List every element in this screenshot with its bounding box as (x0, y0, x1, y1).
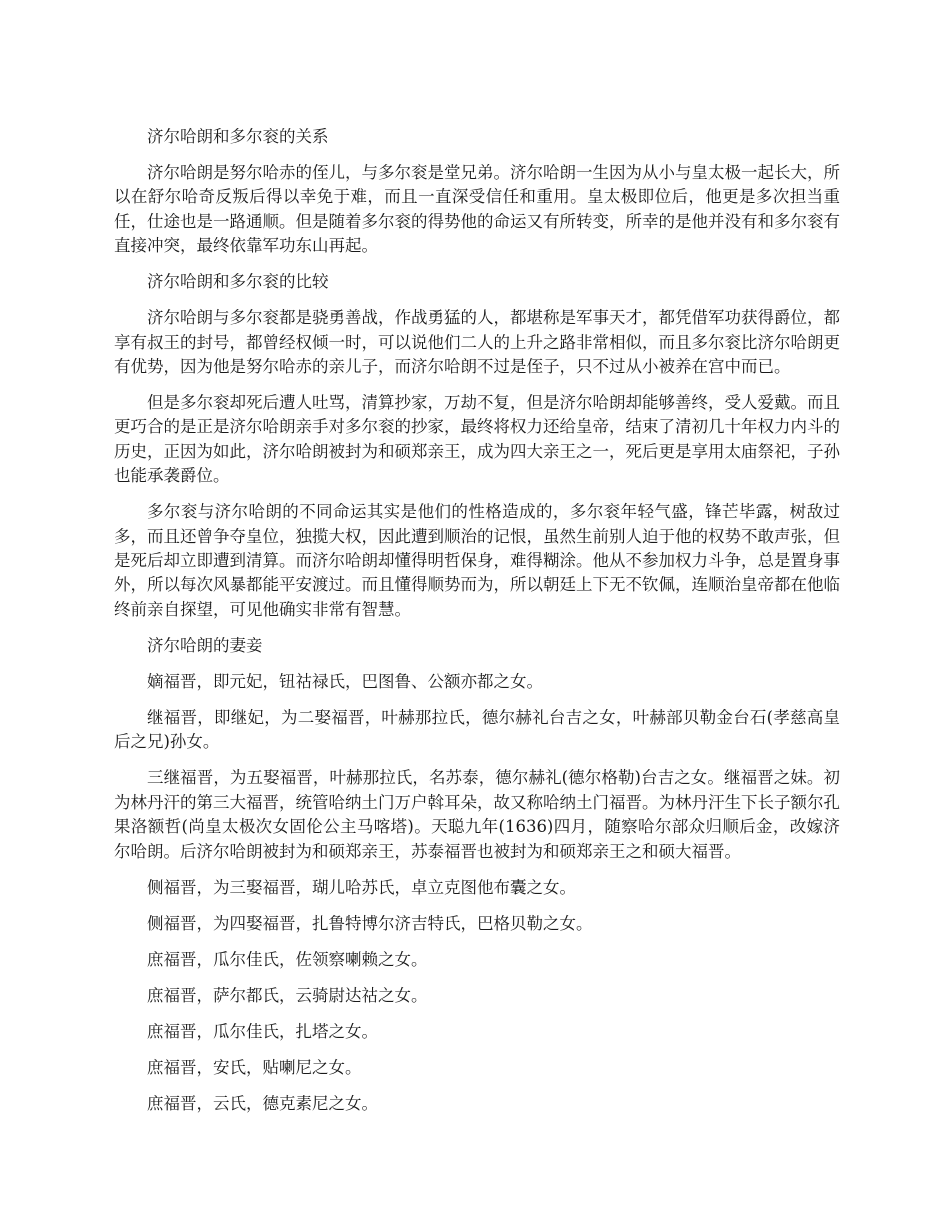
paragraph: 侧福晋，为三娶福晋，瑚儿哈苏氏，卓立克图他布囊之女。 (147, 877, 576, 897)
paragraph: 庶福晋，萨尔都氏，云骑尉达祜之女。 (147, 985, 428, 1005)
section-heading-relationship: 济尔哈朗和多尔衮的关系 (147, 127, 329, 146)
paragraph: 济尔哈朗与多尔衮都是骁勇善战，作战勇猛的人，都堪称是军事天才，都凭借军功获得爵位，都享有叔王的封号，都曾经权倾一时，可以说他们二人的上升之路非常相似，而且多尔衮比济尔哈朗更有优势，因为他是努尔哈赤的亲儿子，而济尔哈朗不过是侄子，只不过从小被养在宫中而已。 (114, 308, 840, 377)
paragraph: 庶福晋，瓜尔佳氏，扎塔之女。 (147, 1021, 378, 1041)
paragraph: 侧福晋，为四娶福晋，扎鲁特博尔济吉特氏，巴格贝勒之女。 (147, 913, 593, 933)
document-body (114, 125, 840, 1128)
paragraph: 庶福晋，云氏，德克素尼之女。 (147, 1093, 378, 1113)
paragraph: 庶福晋，瓜尔佳氏，佐领察喇赖之女。 (147, 949, 428, 969)
paragraph: 多尔衮与济尔哈朗的不同命运其实是他们的性格造成的，多尔衮年轻气盛，锋芒毕露，树敌过多，而且还曾争夺皇位，独揽大权，因此遭到顺治的记恨，虽然生前别人迫于他的权势不敢声张，但是死后却立即遭到清算。而济尔哈朗却懂得明哲保身，难得糊涂。他从不参加权力斗争，总是置身事外，所以每次风暴都能平安渡过。而且懂得顺势而为，所以朝廷上下无不钦佩，连顺治皇帝都在他临终前亲自探望，可见他确实非常有智慧。 (114, 502, 840, 619)
paragraph: 济尔哈朗是努尔哈赤的侄儿，与多尔衮是堂兄弟。济尔哈朗一生因为从小与皇太极一起长大，所以在舒尔哈奇反叛后得以幸免于难，而且一直深受信任和重用。皇太极即位后，他更是多次担当重任，仕途也是一路通顺。但是随着多尔衮的得势他的命运又有所转变，所幸的是他并没有和多尔衮有直接冲突，最终依靠军功东山再起。 (114, 163, 840, 256)
paragraph: 三继福晋，为五娶福晋，叶赫那拉氏，名苏泰，德尔赫礼(德尔格勒)台吉之女。继福晋之妹。初为林丹汗的第三大福晋，统管哈纳土门万户斡耳朵，故又称哈纳土门福晋。为林丹汗生下长子额尔孔果洛额哲(尚皇太极次女固伦公主马喀塔)。天聪九年(1636)四月，随察哈尔部众归顺后金，改嫁济尔哈朗。后济尔哈朗被封为和硕郑亲王，苏泰福晋也被封为和硕郑亲王之和硕大福晋。 (114, 768, 840, 861)
paragraph: 庶福晋，安氏，贴喇尼之女。 (147, 1057, 362, 1077)
section-heading-comparison: 济尔哈朗和多尔衮的比较 (147, 272, 329, 292)
paragraph: 继福晋，即继妃，为二娶福晋，叶赫那拉氏，德尔赫礼台吉之女，叶赫部贝勒金台石(孝慈高皇后之兄)孙女。 (114, 707, 840, 752)
section-heading-wives: 济尔哈朗的妻妾 (147, 635, 263, 655)
paragraph: 嫡福晋，即元妃，钮祜禄氏，巴图鲁、公额亦都之女。 (147, 671, 543, 691)
paragraph: 但是多尔衮却死后遭人吐骂，清算抄家，万劫不复，但是济尔哈朗却能够善终，受人爱戴。而且更巧合的是正是济尔哈朗亲手对多尔衮的抄家，最终将权力还给皇帝，结束了清初几十年权力内斗的历史，正因为如此，济尔哈朗被封为和硕郑亲王，成为四大亲王之一，死后更是享用太庙祭祀，子孙也能承袭爵位。 (114, 393, 840, 486)
